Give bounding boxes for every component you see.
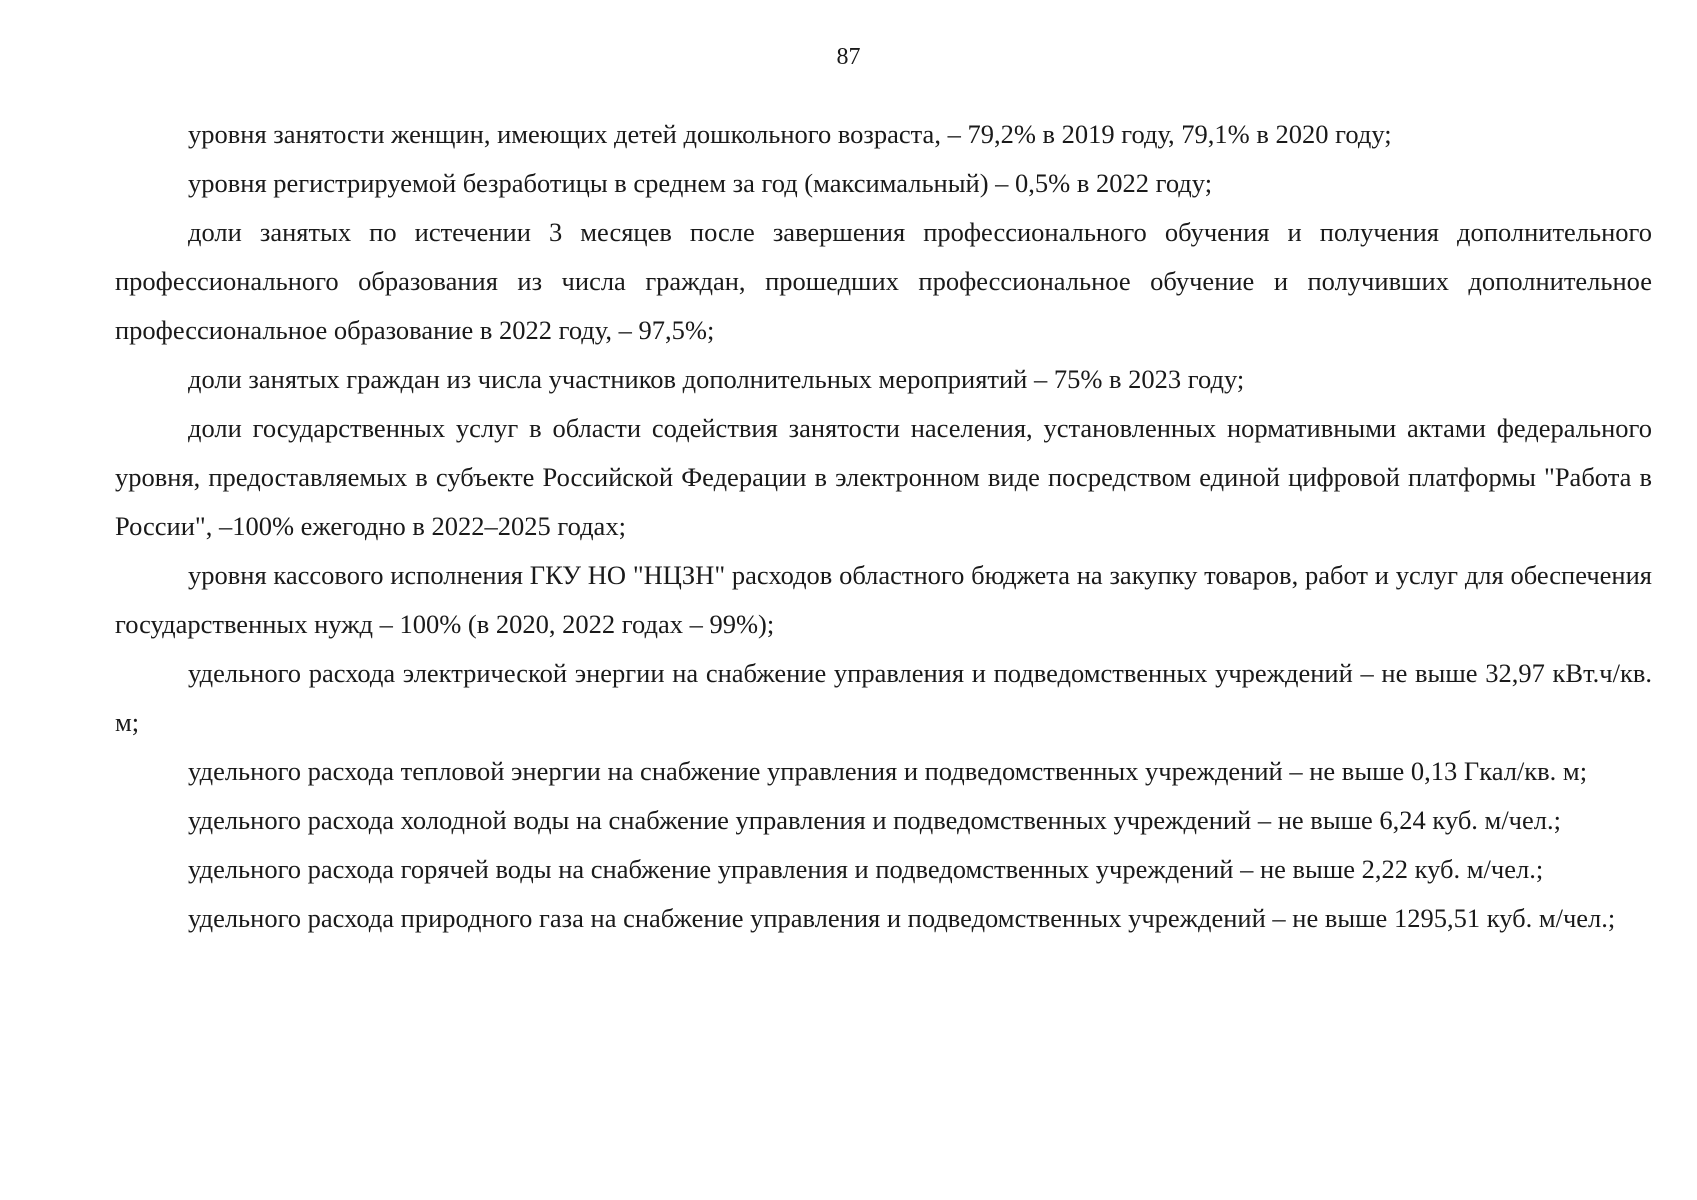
paragraph-electronic-services: доли государственных услуг в области содействия занятости населения, установленных нормативными актами федерального уровня, предоставляемых в субъекте Российской Федерации в электронном виде посредством единой цифровой платформы "Работа в России", –100% ежегодно в 2022–2025 годах; bbox=[115, 413, 1652, 541]
paragraph-budget-execution: уровня кассового исполнения ГКУ НО "НЦЗН" расходов областного бюджета на закупку товаров, работ и услуг для обеспечения государственных нужд – 100% (в 2020, 2022 годах – 99%); bbox=[115, 560, 1652, 639]
paragraph-heat: удельного расхода тепловой энергии на снабжение управления и подведомственных учреждений – не выше 0,13 Гкал/кв. м; bbox=[188, 756, 1588, 786]
document-body bbox=[115, 110, 1652, 943]
paragraph-employed-after-training: доли занятых по истечении 3 месяцев после завершения профессионального обучения и получения дополнительного профессионального образования из числа граждан, прошедших профессиональное обучение и получивших дополнительное профессиональное образование в 2022 году, – 97,5%; bbox=[115, 217, 1652, 345]
paragraph-cold-water: удельного расхода холодной воды на снабжение управления и подведомственных учреждений – не выше 6,24 куб. м/чел.; bbox=[188, 805, 1561, 835]
paragraph-electricity: удельного расхода электрической энергии на снабжение управления и подведомственных учреждений – не выше 32,97 кВт.ч/кв. м; bbox=[115, 658, 1652, 737]
paragraph-employed-participants: доли занятых граждан из числа участников дополнительных мероприятий – 75% в 2023 году; bbox=[188, 364, 1245, 394]
paragraph-unemployment-rate: уровня регистрируемой безработицы в среднем за год (максимальный) – 0,5% в 2022 году; bbox=[188, 168, 1213, 198]
page-number: 87 bbox=[836, 44, 861, 70]
paragraph-women-employment: уровня занятости женщин, имеющих детей дошкольного возраста, – 79,2% в 2019 году, 79,1% в 2020 году; bbox=[188, 119, 1392, 149]
paragraph-natural-gas: удельного расхода природного газа на снабжение управления и подведомственных учреждений – не выше 1295,51 куб. м/чел.; bbox=[188, 903, 1616, 933]
paragraph-hot-water: удельного расхода горячей воды на снабжение управления и подведомственных учреждений – не выше 2,22 куб. м/чел.; bbox=[188, 854, 1544, 884]
